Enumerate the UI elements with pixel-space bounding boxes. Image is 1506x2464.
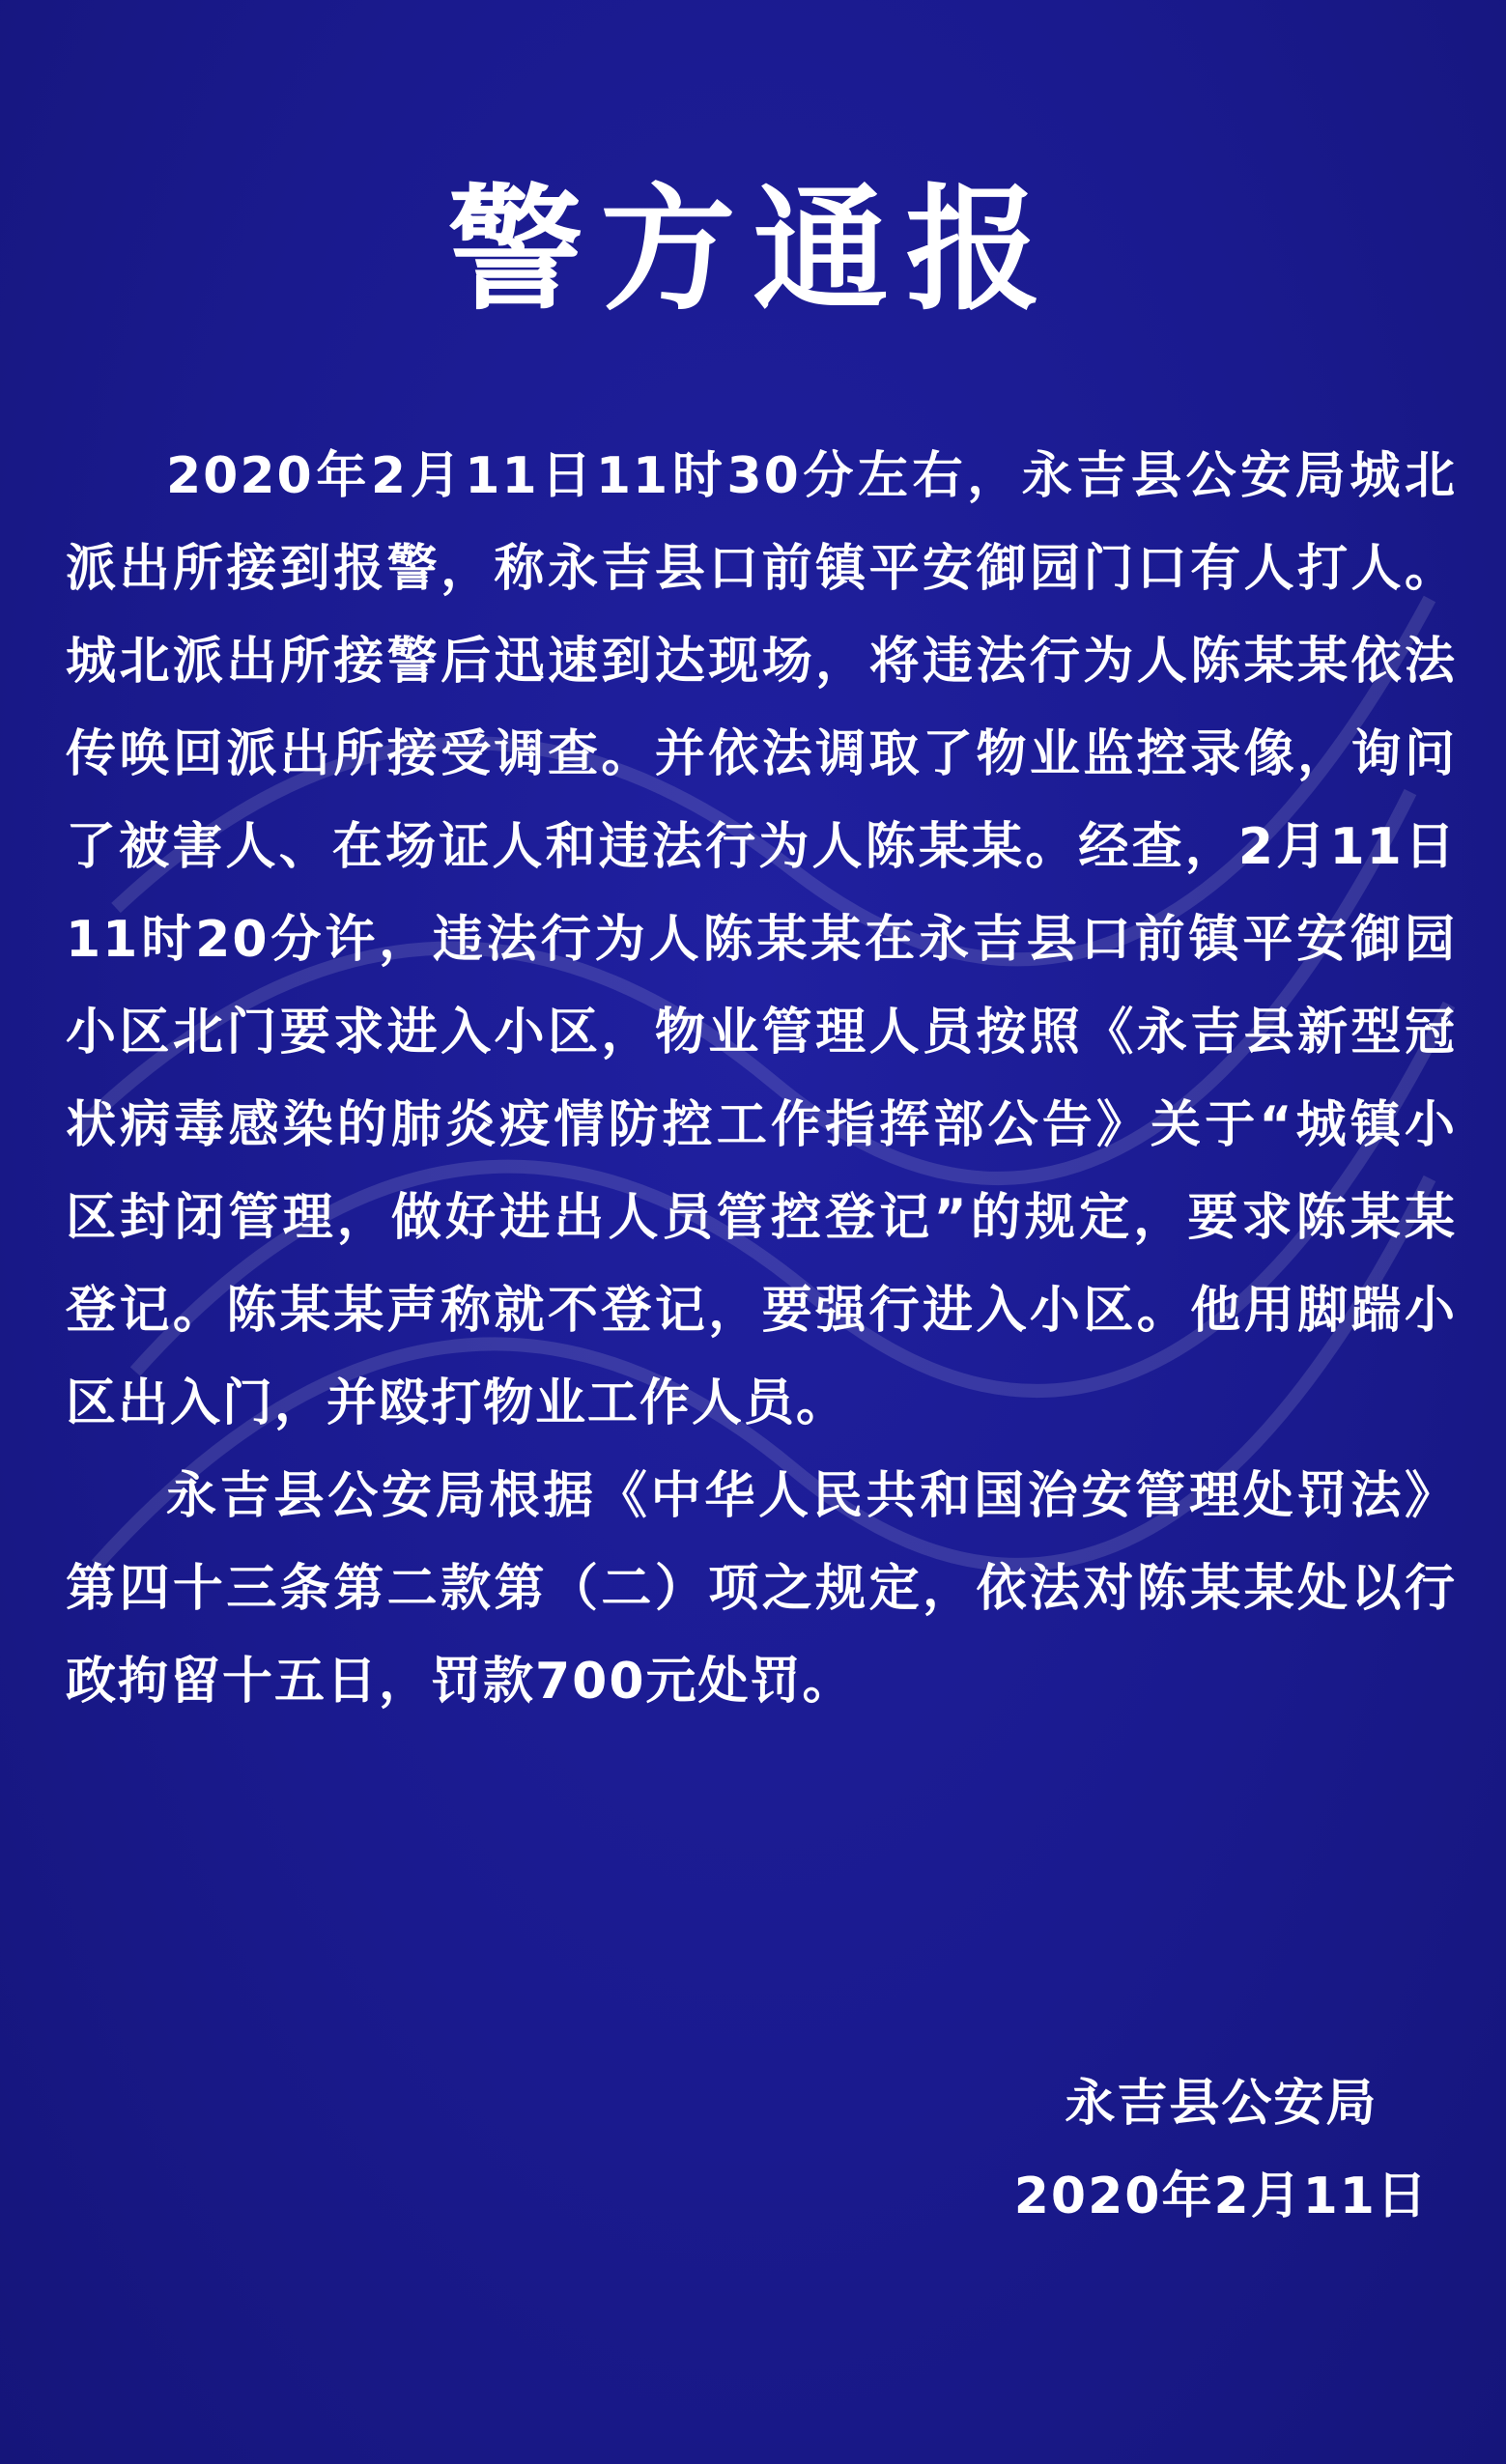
notice-signature <box>1014 2057 1429 2243</box>
issue-date: 2020年2月11日 <box>1013 2167 1429 2225</box>
notice-title: 警方通报 <box>447 172 1059 329</box>
notice-paragraph: 永吉县公安局根据《中华人民共和国治安管理处罚法》第四十三条第二款第（二）项之规定，依法对陈某某处以行政拘留十五日，罚款700元处罚。 <box>66 1467 1457 1711</box>
notice-body <box>66 430 1457 1728</box>
issuer-name: 永吉县公安局 <box>1065 2075 1378 2133</box>
notice-paragraph: 2020年2月11日11时30分左右，永吉县公安局城北派出所接到报警，称永吉县口前镇平安御园门口有人打人。城北派出所接警后迅速到达现场，将违法行为人陈某某依法传唤回派出所接受调查。并依法调取了物业监控录像，询问了被害人、在场证人和违法行为人陈某某。经查，2月11日11时20分许，违法行为人陈某某在永吉县口前镇平安御园小区北门要求进入小区，物业管理人员按照《永吉县新型冠状病毒感染的肺炎疫情防控工作指挥部公告》关于“城镇小区封闭管理，做好进出人员管控登记”的规定，要求陈某某登记。陈某某声称就不登记，要强行进入小区。他用脚踹小区出入门，并殴打物业工作人员。 <box>66 447 1457 1432</box>
